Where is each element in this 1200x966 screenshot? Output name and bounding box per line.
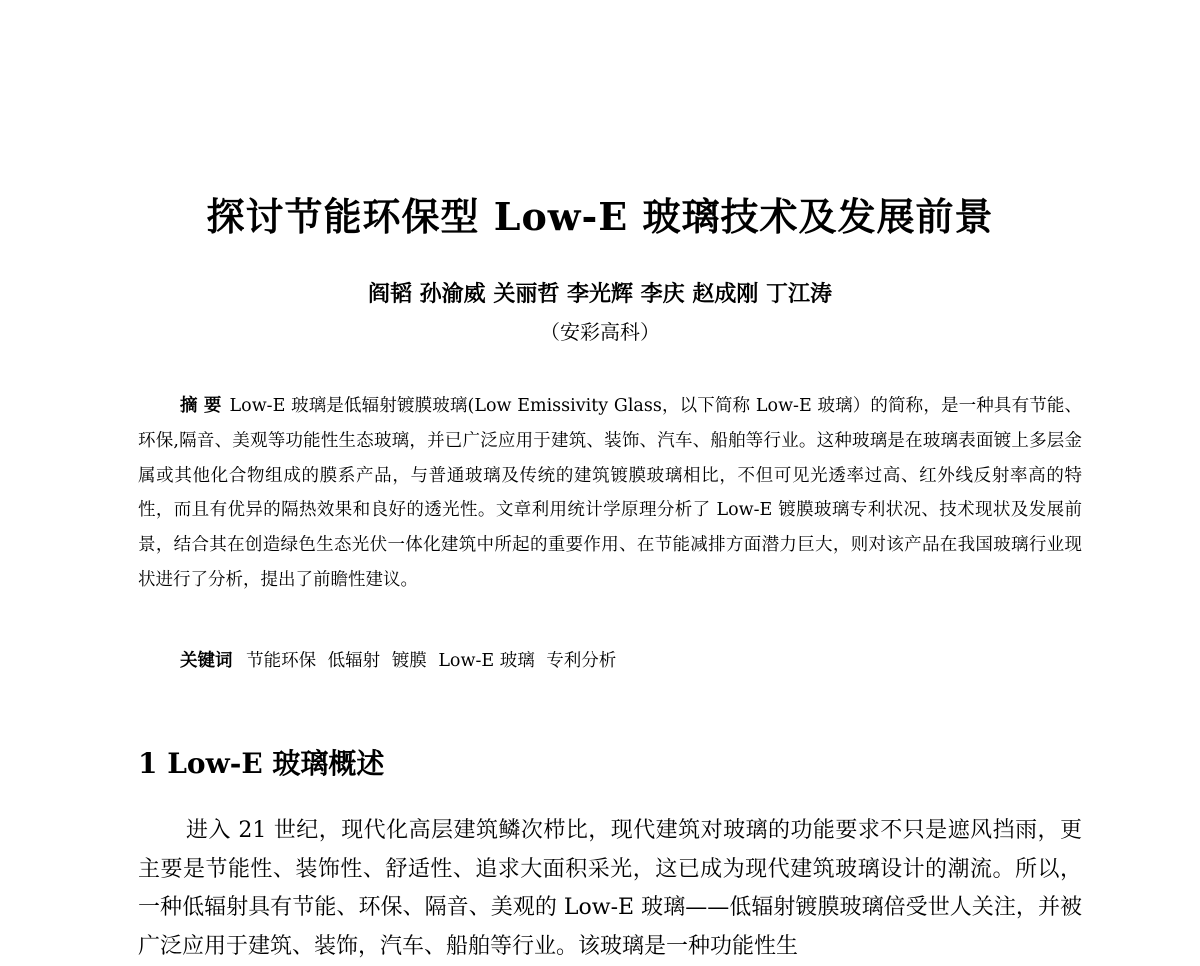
abstract-label: 摘 要 — [180, 396, 222, 416]
keyword-item: Low-E 玻璃 — [438, 651, 535, 671]
keywords-label: 关键词 — [180, 651, 233, 671]
keywords-line — [180, 646, 622, 676]
abstract-paragraph — [138, 389, 1082, 598]
abstract-text: Low-E 玻璃是低辐射镀膜玻璃(Low Emissivity Glass，以下简称 Low-E 玻璃）的简称，是一种具有节能、环保,隔音、美观等功能性生态玻璃，并已广泛应用于建筑、装饰、汽车、船舶等行业。这种玻璃是在玻璃表面镀上多层金属或其他化合物组成的膜系产品，与普通玻璃及传统的建筑镀膜玻璃相比，不但可见光透率过高、红外线反射率高的特性，而且有优异的隔热效果和良好的透光性。文章利用统计学原理分析了 Low-E 镀膜玻璃专利状况、技术现状及发展前景，结合其在创造绿色生态光伏一体化建筑中所起的重要作用、在节能减排方面潜力巨大，则对该产品在我国玻璃行业现状进行了分析，提出了前瞻性建议。 — [138, 396, 1083, 590]
section-heading: 1 Low-E 玻璃概述 — [138, 747, 385, 780]
keyword-item: 镀膜 — [391, 651, 427, 671]
author-list: 阎韬 孙渝威 关丽哲 李光辉 李庆 赵成刚 丁江涛 — [368, 281, 832, 307]
affiliation: （安彩高科） — [540, 320, 660, 344]
body-paragraph: 进入 21 世纪，现代化高层建筑鳞次栉比，现代建筑对玻璃的功能要求不只是遮风挡雨，更主要是节能性、装饰性、舒适性、追求大面积采光，这已成为现代建筑玻璃设计的潮流。所以，一种低辐射具有节能、环保、隔音、美观的 Low-E 玻璃——低辐射镀膜玻璃倍受世人关注，并被广泛应用于建筑、装饰，汽车、船舶等行业。该玻璃是一种功能性生 — [138, 818, 1082, 959]
paper-title: 探讨节能环保型 Low-E 玻璃技术及发展前景 — [206, 194, 994, 239]
keyword-item: 低辐射 — [327, 651, 381, 671]
keyword-item: 节能环保 — [246, 651, 317, 671]
keyword-item: 专利分析 — [546, 651, 617, 671]
